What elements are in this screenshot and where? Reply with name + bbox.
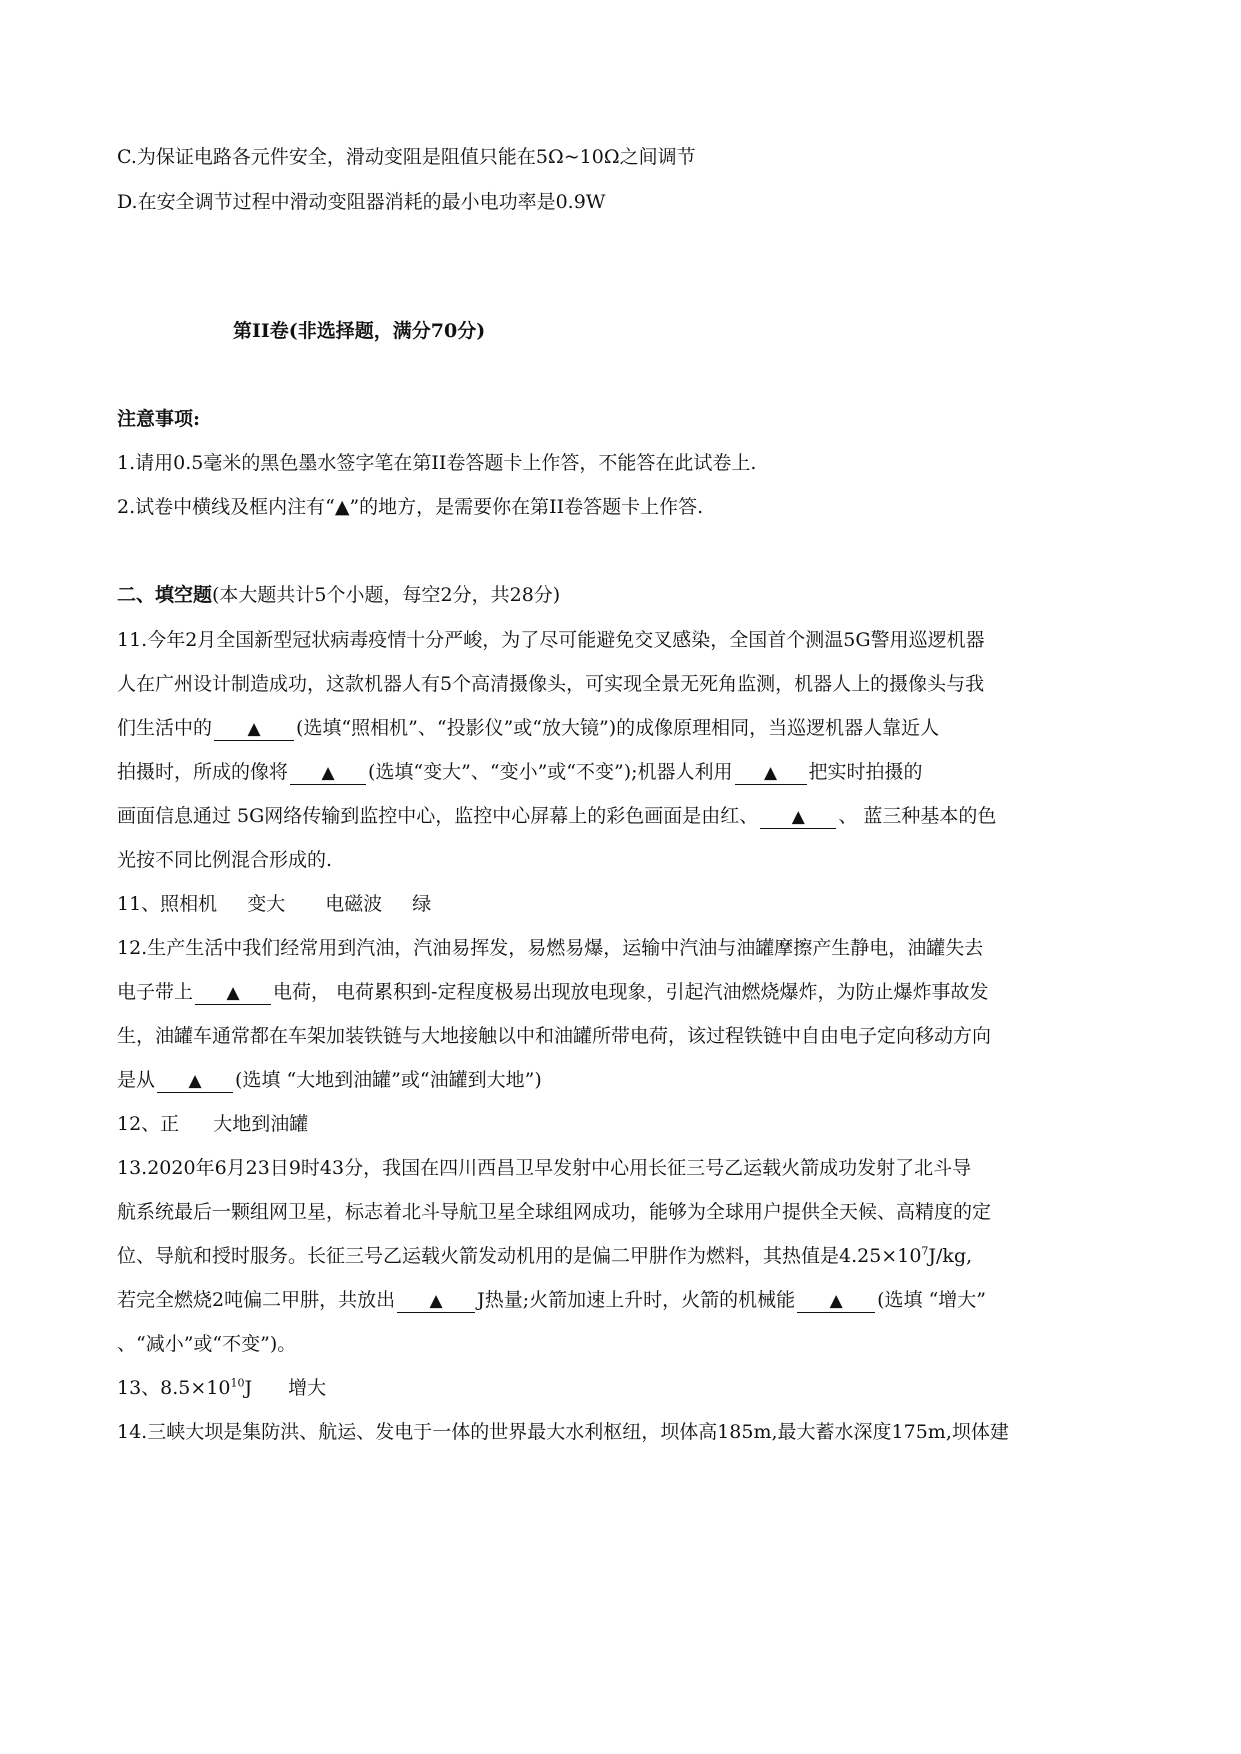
answer-blank (290, 761, 366, 785)
q12-answer-1: 12、正 (117, 1113, 180, 1135)
triangle-icon: ▲ (429, 1291, 443, 1311)
q13-answer-1: 13、8.5×10 (117, 1377, 231, 1399)
answer-blank (397, 1289, 475, 1313)
triangle-icon: ▲ (247, 719, 261, 739)
q11-line-1: 11.今年2月全国新型冠状病毒疫情十分严峻，为了尽可能避免交叉感染，全国首个测温5G警用巡逻机器 (117, 629, 985, 651)
option-c: C.为保证电路各元件安全，滑动变阻是阻值只能在5Ω~10Ω之间调节 (117, 146, 696, 168)
q11-answer-3: 电磁波 (325, 893, 383, 915)
q12-answer (117, 1111, 1127, 1137)
section2-heading (117, 582, 1127, 608)
q11-text-5a: 画面信息通过 5G网络传输到监控中心，监控中心屏幕上的彩色画面是由红、 (117, 805, 759, 827)
q12-text-2b: 电荷， 电荷累积到-定程度极易出现放电现象，引起汽油燃烧爆炸，为防止爆炸事故发 (273, 981, 989, 1003)
answer-blank (760, 805, 836, 829)
q12-line-2 (117, 979, 1127, 1005)
q13-answer (117, 1375, 1127, 1401)
q11-line-6: 光按不同比例混合形成的. (117, 849, 333, 871)
triangle-icon: ▲ (321, 763, 335, 783)
section2-subtitle: (本大题共计5个小题，每空2分，共28分) (212, 584, 561, 606)
answer-blank (797, 1289, 875, 1313)
notice-item-2: 2.试卷中横线及框内注有“▲”的地方，是需要你在第II卷答题卡上作答. (117, 496, 704, 518)
q13-line-5: 、“减小”或“不变”)。 (117, 1333, 297, 1355)
q11-line-5 (117, 803, 1127, 829)
q13-text-3a: 位、导航和授时服务。长征三号乙运载火箭发动机用的是偏二甲肼作为燃料，其热值是4.25×10 (117, 1245, 922, 1267)
q13-text-4a: 若完全燃烧2吨偏二甲肼，共放出 (117, 1289, 396, 1311)
notice-item-1: 1.请用0.5毫米的黑色墨水签字笔在第II卷答题卡上作答，不能答在此试卷上. (117, 452, 757, 474)
q12-answer-2: 大地到油罐 (213, 1113, 309, 1135)
q11-text-4b: (选填“变大”、“变小”或“不变”);机器人利用 (368, 761, 733, 783)
q13-answer-2: 增大 (288, 1377, 327, 1399)
q12-line-1: 12.生产生活中我们经常用到汽油，汽油易挥发，易燃易爆，运输中汽油与油罐摩擦产生静电，油罐失去 (117, 937, 984, 959)
triangle-icon: ▲ (829, 1291, 843, 1311)
q13-line-3 (117, 1243, 1127, 1269)
q11-text-3b: (选填“照相机”、“投影仪”或“放大镜”)的成像原理相同，当巡逻机器人靠近人 (296, 717, 940, 739)
q11-text-4c: 把实时拍摄的 (808, 761, 923, 783)
q13-answer-unit: J (244, 1377, 253, 1399)
q11-text-5b: 、 蓝三种基本的色 (838, 805, 997, 827)
q13-answer-exponent: 10 (230, 1376, 245, 1390)
q11-line-4 (117, 759, 1127, 785)
q12-text-4a: 是从 (117, 1069, 156, 1091)
q14-line-1: 14.三峡大坝是集防洪、航运、发电于一体的世界最大水利枢纽，坝体高185m,最大蓄水深度175m,坝体建 (117, 1421, 1009, 1443)
q13-text-3b: J/kg, (928, 1245, 973, 1267)
answer-blank (157, 1069, 233, 1093)
answer-blank (195, 981, 271, 1005)
answer-blank (735, 761, 807, 785)
q11-answer-1: 11、照相机 (117, 893, 218, 915)
q12-text-4b: (选填 “大地到油罐”或“油罐到大地”) (235, 1069, 542, 1091)
q11-line-2: 人在广州设计制造成功，这款机器人有5个高清摄像头，可实现全景无死角监测，机器人上的摄像头与我 (117, 673, 985, 695)
q13-text-4b: J热量;火箭加速上升时，火箭的机械能 (477, 1289, 796, 1311)
q12-line-3: 生，油罐车通常都在车架加装铁链与大地接触以中和油罐所带电荷，该过程铁链中自由电子定向移动方向 (117, 1025, 992, 1047)
answer-blank (214, 717, 294, 741)
q13-line-4 (117, 1287, 1127, 1313)
option-d: D.在安全调节过程中滑动变阻器消耗的最小电功率是0.9W (117, 191, 606, 213)
notice-title: 注意事项: (117, 408, 201, 430)
q12-text-2a: 电子带上 (117, 981, 194, 1003)
section2-title: 二、填空题 (117, 584, 213, 606)
q11-text-3a: 们生活中的 (117, 717, 213, 739)
q11-text-4a: 拍摄时，所成的像将 (117, 761, 289, 783)
q13-line-1: 13.2020年6月23日9时43分，我国在四川西昌卫早发射中心用长征三号乙运载火箭成功发射了北斗导 (117, 1157, 972, 1179)
q11-answer-2: 变大 (247, 893, 286, 915)
q13-line-2: 航系统最后一颗组网卫星，标志着北斗导航卫星全球组网成功，能够为全球用户提供全天候、高精度的定 (117, 1201, 992, 1223)
q13-exponent: 7 (921, 1244, 929, 1258)
triangle-icon: ▲ (763, 763, 778, 783)
q11-answer-4: 绿 (412, 893, 432, 915)
q11-answer (117, 891, 1127, 917)
triangle-icon: ▲ (791, 807, 805, 827)
q11-line-3 (117, 715, 1127, 741)
q13-text-4c: (选填 “增大” (877, 1289, 987, 1311)
triangle-icon: ▲ (226, 983, 240, 1003)
q12-line-4 (117, 1067, 1127, 1093)
triangle-icon: ▲ (188, 1071, 202, 1091)
part2-title: 第II卷(非选择题，满分70分) (233, 320, 486, 342)
